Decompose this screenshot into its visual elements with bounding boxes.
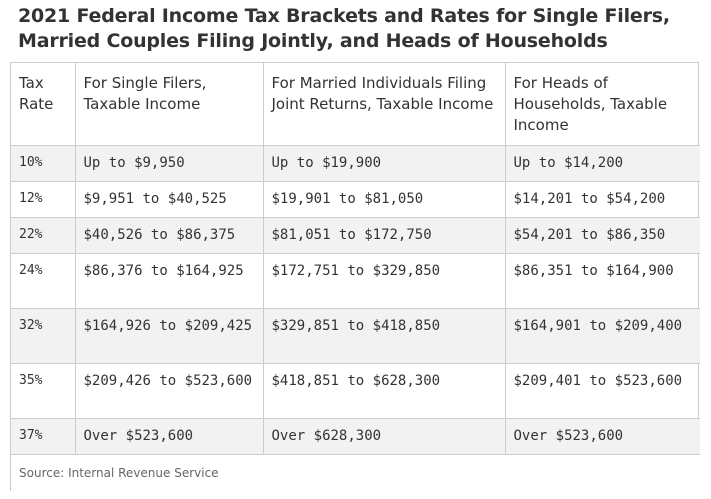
tax-rate-cell: 10% xyxy=(11,145,75,181)
heads-of-households-cell: $54,201 to $86,350 xyxy=(505,217,700,253)
single-filers-cell: $9,951 to $40,525 xyxy=(75,181,263,217)
table-row xyxy=(11,217,700,253)
single-filers-cell: $209,426 to $523,600 xyxy=(75,363,263,418)
heads-of-households-cell: $86,351 to $164,900 xyxy=(505,253,700,308)
heads-of-households-cell: Over $523,600 xyxy=(505,418,700,454)
heads-of-households-cell: $209,401 to $523,600 xyxy=(505,363,700,418)
married-joint-cell: $19,901 to $81,050 xyxy=(263,181,505,217)
header-married-joint: For Married Individuals Filing Joint Returns, Taxable Income xyxy=(263,63,505,145)
tax-brackets-table xyxy=(11,63,700,492)
single-filers-cell: $164,926 to $209,425 xyxy=(75,308,263,363)
header-tax-rate: Tax Rate xyxy=(11,63,75,145)
table-row xyxy=(11,308,700,363)
source-row xyxy=(11,454,700,492)
single-filers-cell: Up to $9,950 xyxy=(75,145,263,181)
table-row xyxy=(11,418,700,454)
tax-brackets-table-container xyxy=(10,62,699,491)
tax-rate-cell: 35% xyxy=(11,363,75,418)
header-heads-of-households: For Heads of Households, Taxable Income xyxy=(505,63,700,145)
page-title: 2021 Federal Income Tax Brackets and Rates for Single Filers, Married Couples Filing Jointly, and Heads of Households xyxy=(18,5,670,52)
married-joint-cell: Over $628,300 xyxy=(263,418,505,454)
tax-rate-cell: 32% xyxy=(11,308,75,363)
married-joint-cell: $329,851 to $418,850 xyxy=(263,308,505,363)
married-joint-cell: $81,051 to $172,750 xyxy=(263,217,505,253)
table-row xyxy=(11,253,700,308)
heads-of-households-cell: $14,201 to $54,200 xyxy=(505,181,700,217)
heads-of-households-cell: Up to $14,200 xyxy=(505,145,700,181)
table-row xyxy=(11,181,700,217)
table-row xyxy=(11,145,700,181)
single-filers-cell: $86,376 to $164,925 xyxy=(75,253,263,308)
married-joint-cell: Up to $19,900 xyxy=(263,145,505,181)
tax-rate-cell: 24% xyxy=(11,253,75,308)
source-note: Source: Internal Revenue Service xyxy=(11,454,700,492)
table-row xyxy=(11,363,700,418)
married-joint-cell: $418,851 to $628,300 xyxy=(263,363,505,418)
tax-rate-cell: 12% xyxy=(11,181,75,217)
table-header-row xyxy=(11,63,700,145)
tax-rate-cell: 22% xyxy=(11,217,75,253)
header-single-filers: For Single Filers, Taxable Income xyxy=(75,63,263,145)
heads-of-households-cell: $164,901 to $209,400 xyxy=(505,308,700,363)
single-filers-cell: $40,526 to $86,375 xyxy=(75,217,263,253)
single-filers-cell: Over $523,600 xyxy=(75,418,263,454)
married-joint-cell: $172,751 to $329,850 xyxy=(263,253,505,308)
tax-rate-cell: 37% xyxy=(11,418,75,454)
